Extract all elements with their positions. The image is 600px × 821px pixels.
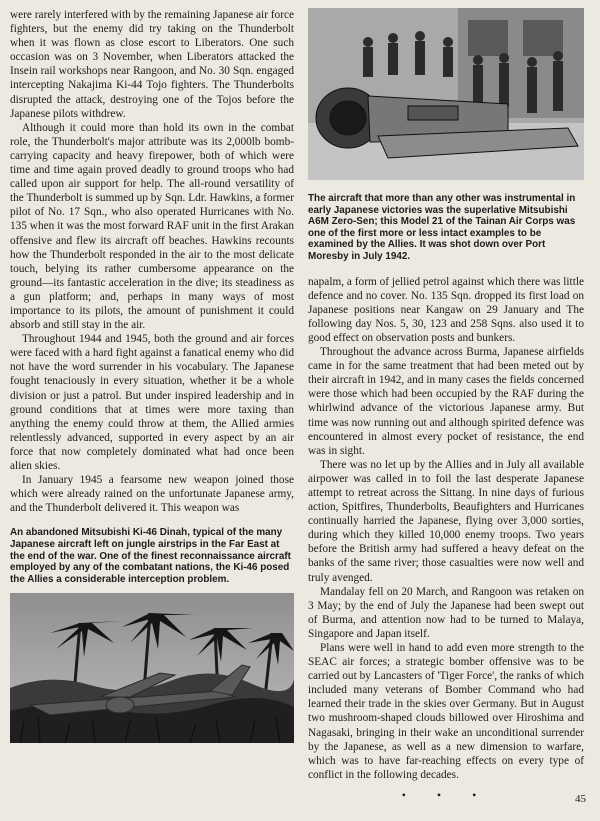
- body-paragraph: were rarely interfered with by the remaining Japanese air force fighters, but the enemy did try taking on the Thunderbolt when it was flown as close escort to Liberators. One such occasion was on 3 November, when Liberators attacked the Insein rail workshops near Rangoon, and No. 30 Sqn. engaged intercepting Nakajima Ki-44 Tojo fighters. The Thunderbolts disrupted the attack, destroying one of the Tojos before the Japanese pilots withdrew.: [10, 9, 294, 120]
- body-paragraph: Throughout 1944 and 1945, both the ground and air forces were faced with a hard fight against a fanatical enemy who did not have the word surrender in his vocabulary. The Japanese fought tenaciously in every situation, whether it be a whole division or just a patrol. But under inspired leadership and in ground conditions that at times were more taxing than anything the enemy could throw at them, the Allied armies relentlessly advanced, supported in every aspect by an air force that now completely dominated what had once been alien skies.: [10, 333, 294, 472]
- body-paragraph: Plans were well in hand to add even more strength to the SEAC air forces; a strategic bomber offensive was to be carried out by Lancasters of 'Tiger Force', the ranks of which included many veterans of Bomber Command who had learned their trade in the skies over Germany. But in August two mushroom-shaped clouds billowed over Hiroshima and Nagasaki, bringing in their wake an unconditional surrender by the Japanese, as well as a new dimension to warfare, which was to have far-reaching effects on every type of conflict in the following decades.: [308, 642, 584, 781]
- photo-caption-ki46: An abandoned Mitsubishi Ki-46 Dinah, typical of the many Japanese aircraft left on jungle airstrips in the Far East at the end of the war. One of the finest reconnaissance aircraft employed by any of the combatant nations, the Ki-46 posed the Allies a considerable interception problem.: [10, 527, 291, 585]
- right-column: [308, 8, 584, 803]
- left-column: [10, 8, 294, 743]
- body-paragraph: napalm, a form of jellied petrol against which there was little defence and no cover. No. 135 Sqn. dropped its first load on Japanese positions near Kangaw on 29 January and The following day Nos. 5, 30, 123 and 258 Sqns. also used it to good effect on observation posts and bunkers.: [308, 275, 584, 344]
- photo-ki46-dinah: [10, 593, 294, 743]
- end-mark: • • •: [401, 787, 491, 802]
- body-paragraph: There was no let up by the Allies and in July all available airpower was called in to foil the last desperate Japanese attempt to retreat across the Sittang. In nine days of furious action, Spitfires, Thunderbolts, Beaufighters and Hurricanes continually harried the Japanese, flying over 3,000 sorties, during which they killed 10,000 enemy troops. Two years before the British army had suffered a heavy defeat on the banks of the same river; those casualties were now well and truly avenged.: [308, 458, 584, 584]
- photo-caption-zero: The aircraft that more than any other was instrumental in early Japanese victories was the superlative Mitsubishi A6M Zero-Sen; this Model 21 of the Tainan Air Corps was one of the first more or less intact examples to be examined by the Allies. It was shot down over Port Moresby in July 1942.: [308, 193, 576, 262]
- zero-sen-wreck-illustration: [308, 8, 584, 180]
- body-paragraph: Throughout the advance across Burma, Japanese airfields came in for the same treatment that had been meted out by their aircraft in 1942, and in many cases the fields concerned were those which had been occupied by the RAF during the whirlwind advance of the victorious Japanese army. But time was now running out and although spirited defence was encountered in almost every pocket of resistance, the end was in sight.: [308, 346, 584, 457]
- body-paragraph: Mandalay fell on 20 March, and Rangoon was retaken on 3 May; by the end of July the Japanese had been swept out of Burma, and attention now had to be turned to Malaya, Singapore and Japan itself.: [308, 585, 584, 640]
- photo-zero-sen: [308, 8, 584, 180]
- ki46-aircraft-illustration: [10, 593, 294, 743]
- body-paragraph: Although it could more than hold its own in the combat role, the Thunderbolt's major attribute was its 2,000lb bomb-carrying capacity and heavy firepower, both of which were time and time again proved deadly to ground troops who had called upon air support for help. The all-round versatility of the Thunderbolt is summed up by Sqn. Ldr. Hawkins, a former pilot of No. 17 Sqn., who also operated Hurricanes with No. 135 when it was the most forward RAF unit in the first Arakan offensive and flew its aircraft off beaches. Hawkins recounts how the Thunderbolt responded in the air to the most delicate touch, belying its rather cumbersome appearance on the ground—its fantastic acceleration in the dive; its steadiness as a gun platform; and, perhaps in many ways of most importance to its pilots, the amount of punishment it could absorb and still stay in the air.: [10, 121, 294, 332]
- page-number: 45: [575, 793, 586, 805]
- body-paragraph: In January 1945 a fearsome new weapon joined those which were already rained on the unfortunate Japanese army, and the Thunderbolt delivered it. This weapon was: [10, 474, 294, 515]
